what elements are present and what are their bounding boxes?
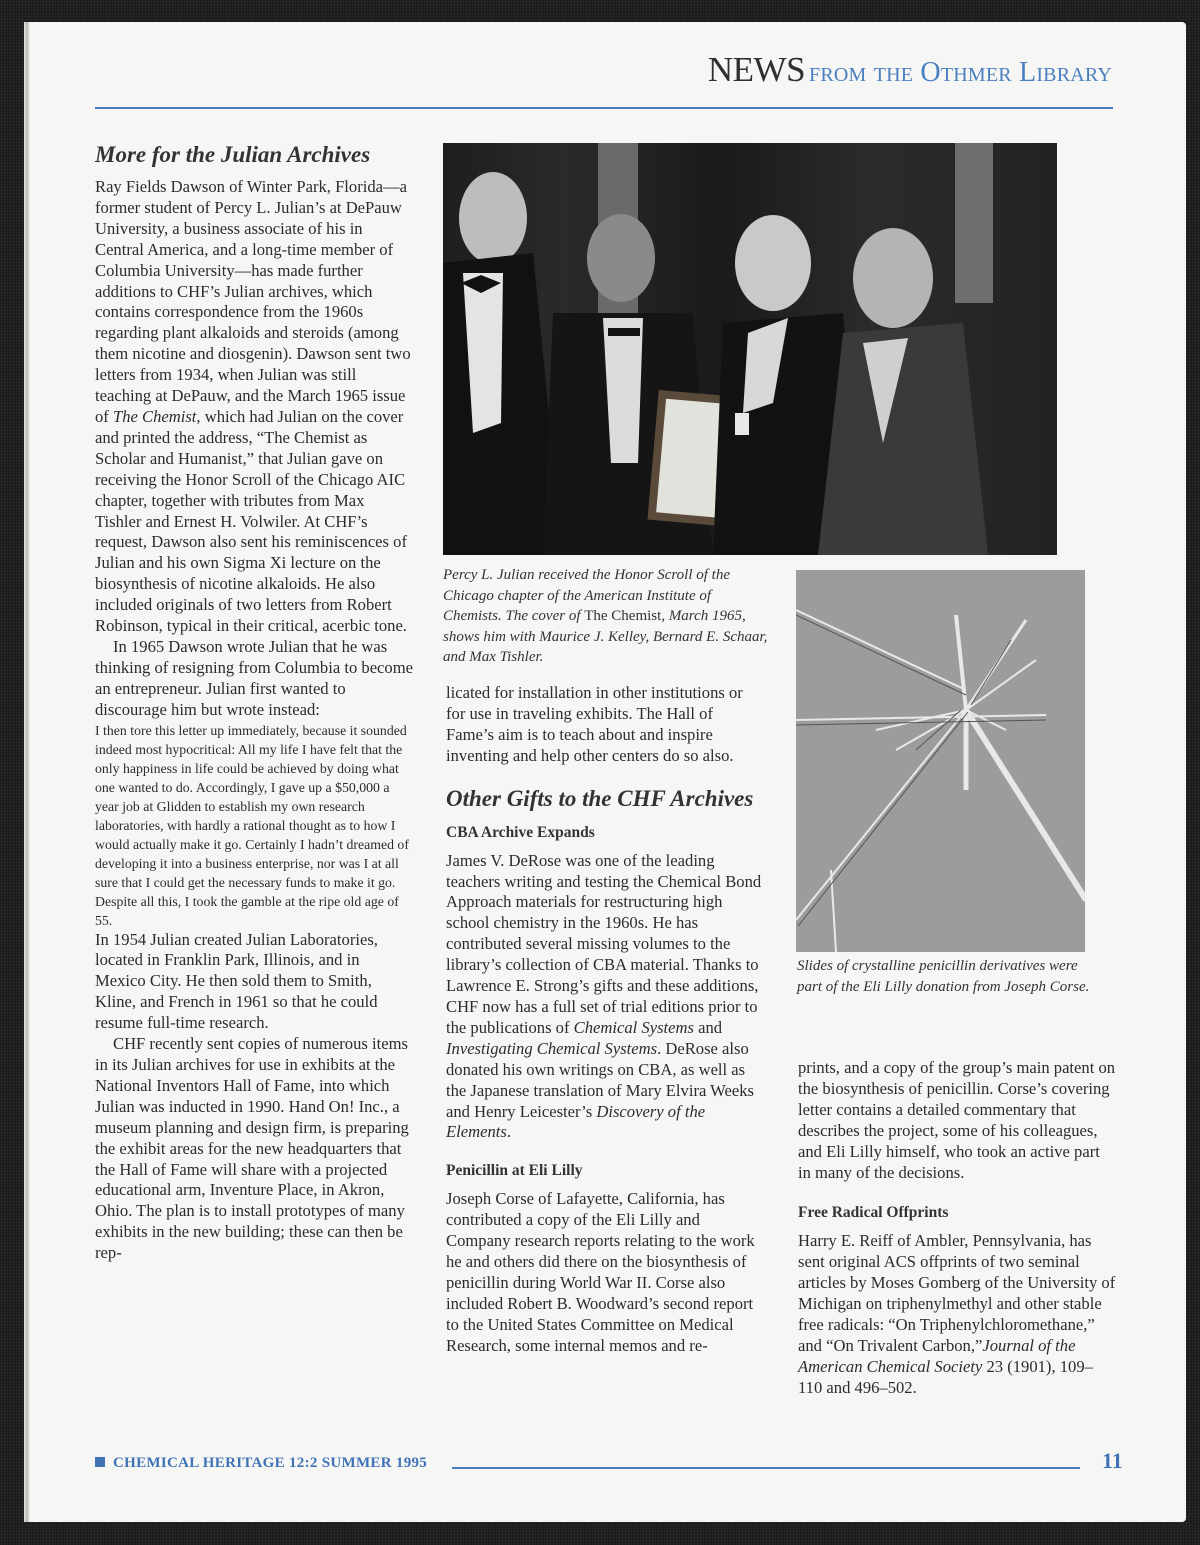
- right-column: [798, 1058, 1116, 1399]
- award-photo: [443, 143, 1057, 555]
- square-bullet-icon: [95, 1457, 105, 1467]
- footer-rule: [452, 1467, 1080, 1469]
- header-news: NEWS: [707, 50, 806, 89]
- paragraph: CHF recently sent copies of numerous items in its Julian archives for use in exhibits at the National Inventors Hall of Fame, into which Julian was inducted in 1990. Hand On! Inc., a museum planning and design firm, is preparing the exhibit areas for the new headquarters that the Hall of Fame will share with a projected educational arm, Inventure Place, in Akron, Ohio. The plan is to install prototypes of many exhibits in the new building; these can then be rep-: [95, 1034, 409, 1263]
- binding-fold: [24, 22, 30, 1522]
- paragraph: Joseph Corse of Lafayette, California, has contributed a copy of the Eli Lilly and Company research reports relating to the work he and others did there on the biosynthesis of penicillin during World War II. Corse also included Robert B. Woodward’s second report to the United States Committee on Medical Research, some internal memos and re-: [446, 1189, 755, 1355]
- subhead-cba: CBA Archive Expands: [446, 823, 595, 841]
- photo-illustration: [443, 143, 1057, 555]
- paragraph: licated for installation in other institutions or for use in traveling exhibits. The Hall of Fame’s aim is to teach about and inspire inventing and help other centers do so also.: [446, 683, 743, 765]
- subhead-penicillin: Penicillin at Eli Lilly: [446, 1162, 583, 1180]
- block-quote: I then tore this letter up immediately, because it sounded indeed most hypocritical: All my life I have felt that the only happiness in life could be achieved by doing what one wanted to do. Accordingly, I gave up a $50,000 a year job at Glidden to establish my own research laboratories, with hardly a rational thought as to how I would actually make it go. Certainly I hadn’t dreamed of developing it into a business enterprise, nor was I at all sure that I could get the necessary funds to make it go. Despite all this, I took the gamble at the ripe old age of 55.: [95, 722, 409, 928]
- page-header: [708, 52, 1112, 87]
- paragraph: Ray Fields Dawson of Winter Park, Florida—a former student of Percy L. Julian’s at DePauw University, a business associate of his in Central America, and a long-time member of Columbia University—has made further additions to CHF’s Julian archives, which contains correspondence from the 1960s regarding plant alkaloids and steroids (among them nicotine and diosgenin). Dawson sent two letters from 1934, when Julian was still teaching at DePauw, and the March 1965 issue of The Chemist, which had Julian on the cover and printed the address, “The Chemist as Scholar and Humanist,” that Julian gave on receiving the Honor Scroll of the Chicago AIC chapter, together with tributes from Max Tishler and Ernest H. Volwiler. At CHF’s request, Dawson also sent his reminiscences of Julian and his own Sigma Xi lecture on the biosynthesis of nicotine alkaloids. He also included originals of two letters from Robert Robinson, typical in their critical, acerbic tone.: [95, 177, 411, 636]
- paragraph: In 1954 Julian created Julian Laboratories, located in Franklin Park, Illinois, and in Mexico City. He then sold them to Smith, Kline, and French in 1961 so that he could resume full-time research.: [95, 929, 378, 1033]
- paragraph: prints, and a copy of the group’s main patent on the biosynthesis of penicillin. Corse’s covering letter contains a detailed commentary that describes the project, some of his colleagues, and Eli Lilly himself, who took an active part in many of the decisions.: [798, 1058, 1116, 1182]
- section-title-julian: More for the Julian Archives: [95, 142, 371, 167]
- crystal-photo: [796, 570, 1085, 952]
- page-number: 11: [1102, 1448, 1123, 1473]
- header-rule: [95, 107, 1113, 109]
- photo2-caption: Slides of crystalline penicillin derivatives were part of the Eli Lilly donation from Joseph Corse.: [797, 958, 1090, 995]
- footer-publication: CHEMICAL HERITAGE 12:2 SUMMER 1995: [95, 1455, 427, 1472]
- photo-illustration: [796, 570, 1085, 952]
- middle-column: [446, 683, 764, 1357]
- paragraph: James V. DeRose was one of the leading teachers writing and testing the Chemical Bond Approach materials for restructuring high school chemistry in the 1960s. He has contributed several missing volumes to the library’s collection of CBA material. Thanks to Lawrence E. Strong’s gifts and these additions, CHF now has a full set of trial editions prior to the publications of Chemical Systems and Investigating Chemical Systems. DeRose also donated his own writings on CBA, as well as the Japanese translation of Mary Elvira Weeks and Henry Leicester’s Discovery of the Elements.: [446, 850, 762, 1142]
- photo1-caption: Percy L. Julian received the Honor Scroll of the Chicago chapter of the American Institute of Chemists. The cover of The Chemist, March 1965, shows him with Maurice J. Kelley, Bernard E. Schaar, and Max Tishler.: [443, 567, 768, 665]
- section-title-other-gifts: Other Gifts to the CHF Archives: [446, 785, 754, 811]
- subhead-free-radical: Free Radical Offprints: [798, 1204, 949, 1222]
- paragraph: Harry E. Reiff of Ambler, Pennsylvania, has sent original ACS offprints of two seminal articles by Moses Gomberg of the University of Michigan on triphenylmethyl and other stable free radicals: “On Triphenylchloromethane,” and “On Trivalent Carbon,”Journal of the American Chemical Society 23 (1901), 109–110 and 496–502.: [798, 1231, 1116, 1397]
- left-column: [95, 141, 413, 1264]
- paragraph: In 1965 Dawson wrote Julian that he was thinking of resigning from Columbia to become an entrepreneur. Julian first wanted to discourage him but wrote instead:: [95, 636, 413, 719]
- header-section: from the Othmer Library: [809, 57, 1112, 88]
